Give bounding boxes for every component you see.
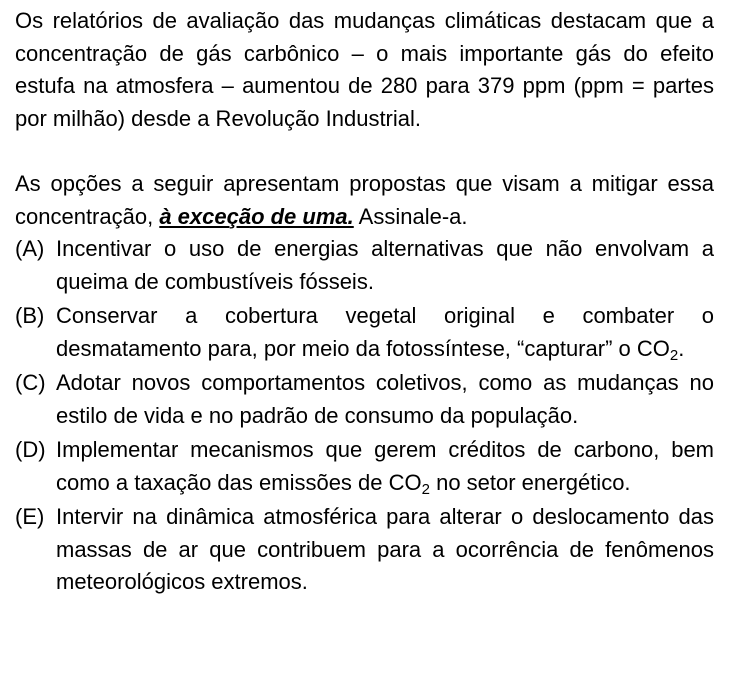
option-d[interactable]	[15, 434, 714, 499]
option-text: Incentivar o uso de energias alternativas que não envolvam a queima de combustíveis fósseis.	[56, 236, 714, 294]
intro-paragraph: Os relatórios de avaliação das mudanças climáticas destacam que a concentração de gás carbônico – o mais importante gás do efeito estufa na atmosfera – aumentou de 280 para 379 ppm (ppm = partes por milhão) desde a Revolução Industrial.	[15, 8, 714, 131]
question-text-after: Assinale-a.	[353, 203, 468, 229]
option-letter: (C)	[15, 370, 46, 395]
question-emphasis: à exceção de uma.	[159, 203, 354, 229]
option-letter: (B)	[15, 303, 45, 328]
option-e[interactable]	[15, 501, 714, 599]
option-a[interactable]	[15, 233, 714, 298]
option-letter: (D)	[15, 437, 46, 462]
paragraph-spacer	[15, 135, 714, 168]
option-letter: (A)	[15, 236, 45, 261]
formula-base: CO	[388, 469, 422, 495]
option-body: Implementar mecanismos que gerem créditos de carbono, bem como a taxação das emissões de	[56, 437, 714, 495]
option-text: Adotar novos comportamentos coletivos, como as mudanças no estilo de vida e no padrão de consumo da população.	[56, 370, 714, 428]
option-text: Intervir na dinâmica atmosférica para alterar o deslocamento das massas de ar que contribuem para a ocorrência de fenômenos meteorológicos extremos.	[56, 504, 714, 594]
option-body: Conservar a cobertura vegetal original e combater o desmatamento para, por meio da fotossíntese, “capturar” o	[56, 303, 714, 361]
question-text-before: As opções a seguir apresentam propostas que visam a mitigar essa concentração,	[15, 171, 714, 229]
option-text	[56, 300, 714, 365]
option-tail: no setor energético.	[429, 469, 631, 495]
formula-subscript: 2	[421, 480, 430, 498]
option-tail: .	[678, 335, 685, 361]
chemical-formula	[388, 469, 430, 498]
option-b[interactable]	[15, 300, 714, 365]
option-c[interactable]	[15, 367, 714, 432]
formula-subscript: 2	[669, 346, 679, 364]
option-text	[56, 434, 714, 499]
formula-base: CO	[636, 335, 670, 361]
question-statement	[15, 168, 714, 233]
chemical-formula	[636, 335, 679, 364]
option-letter: (E)	[15, 504, 45, 529]
